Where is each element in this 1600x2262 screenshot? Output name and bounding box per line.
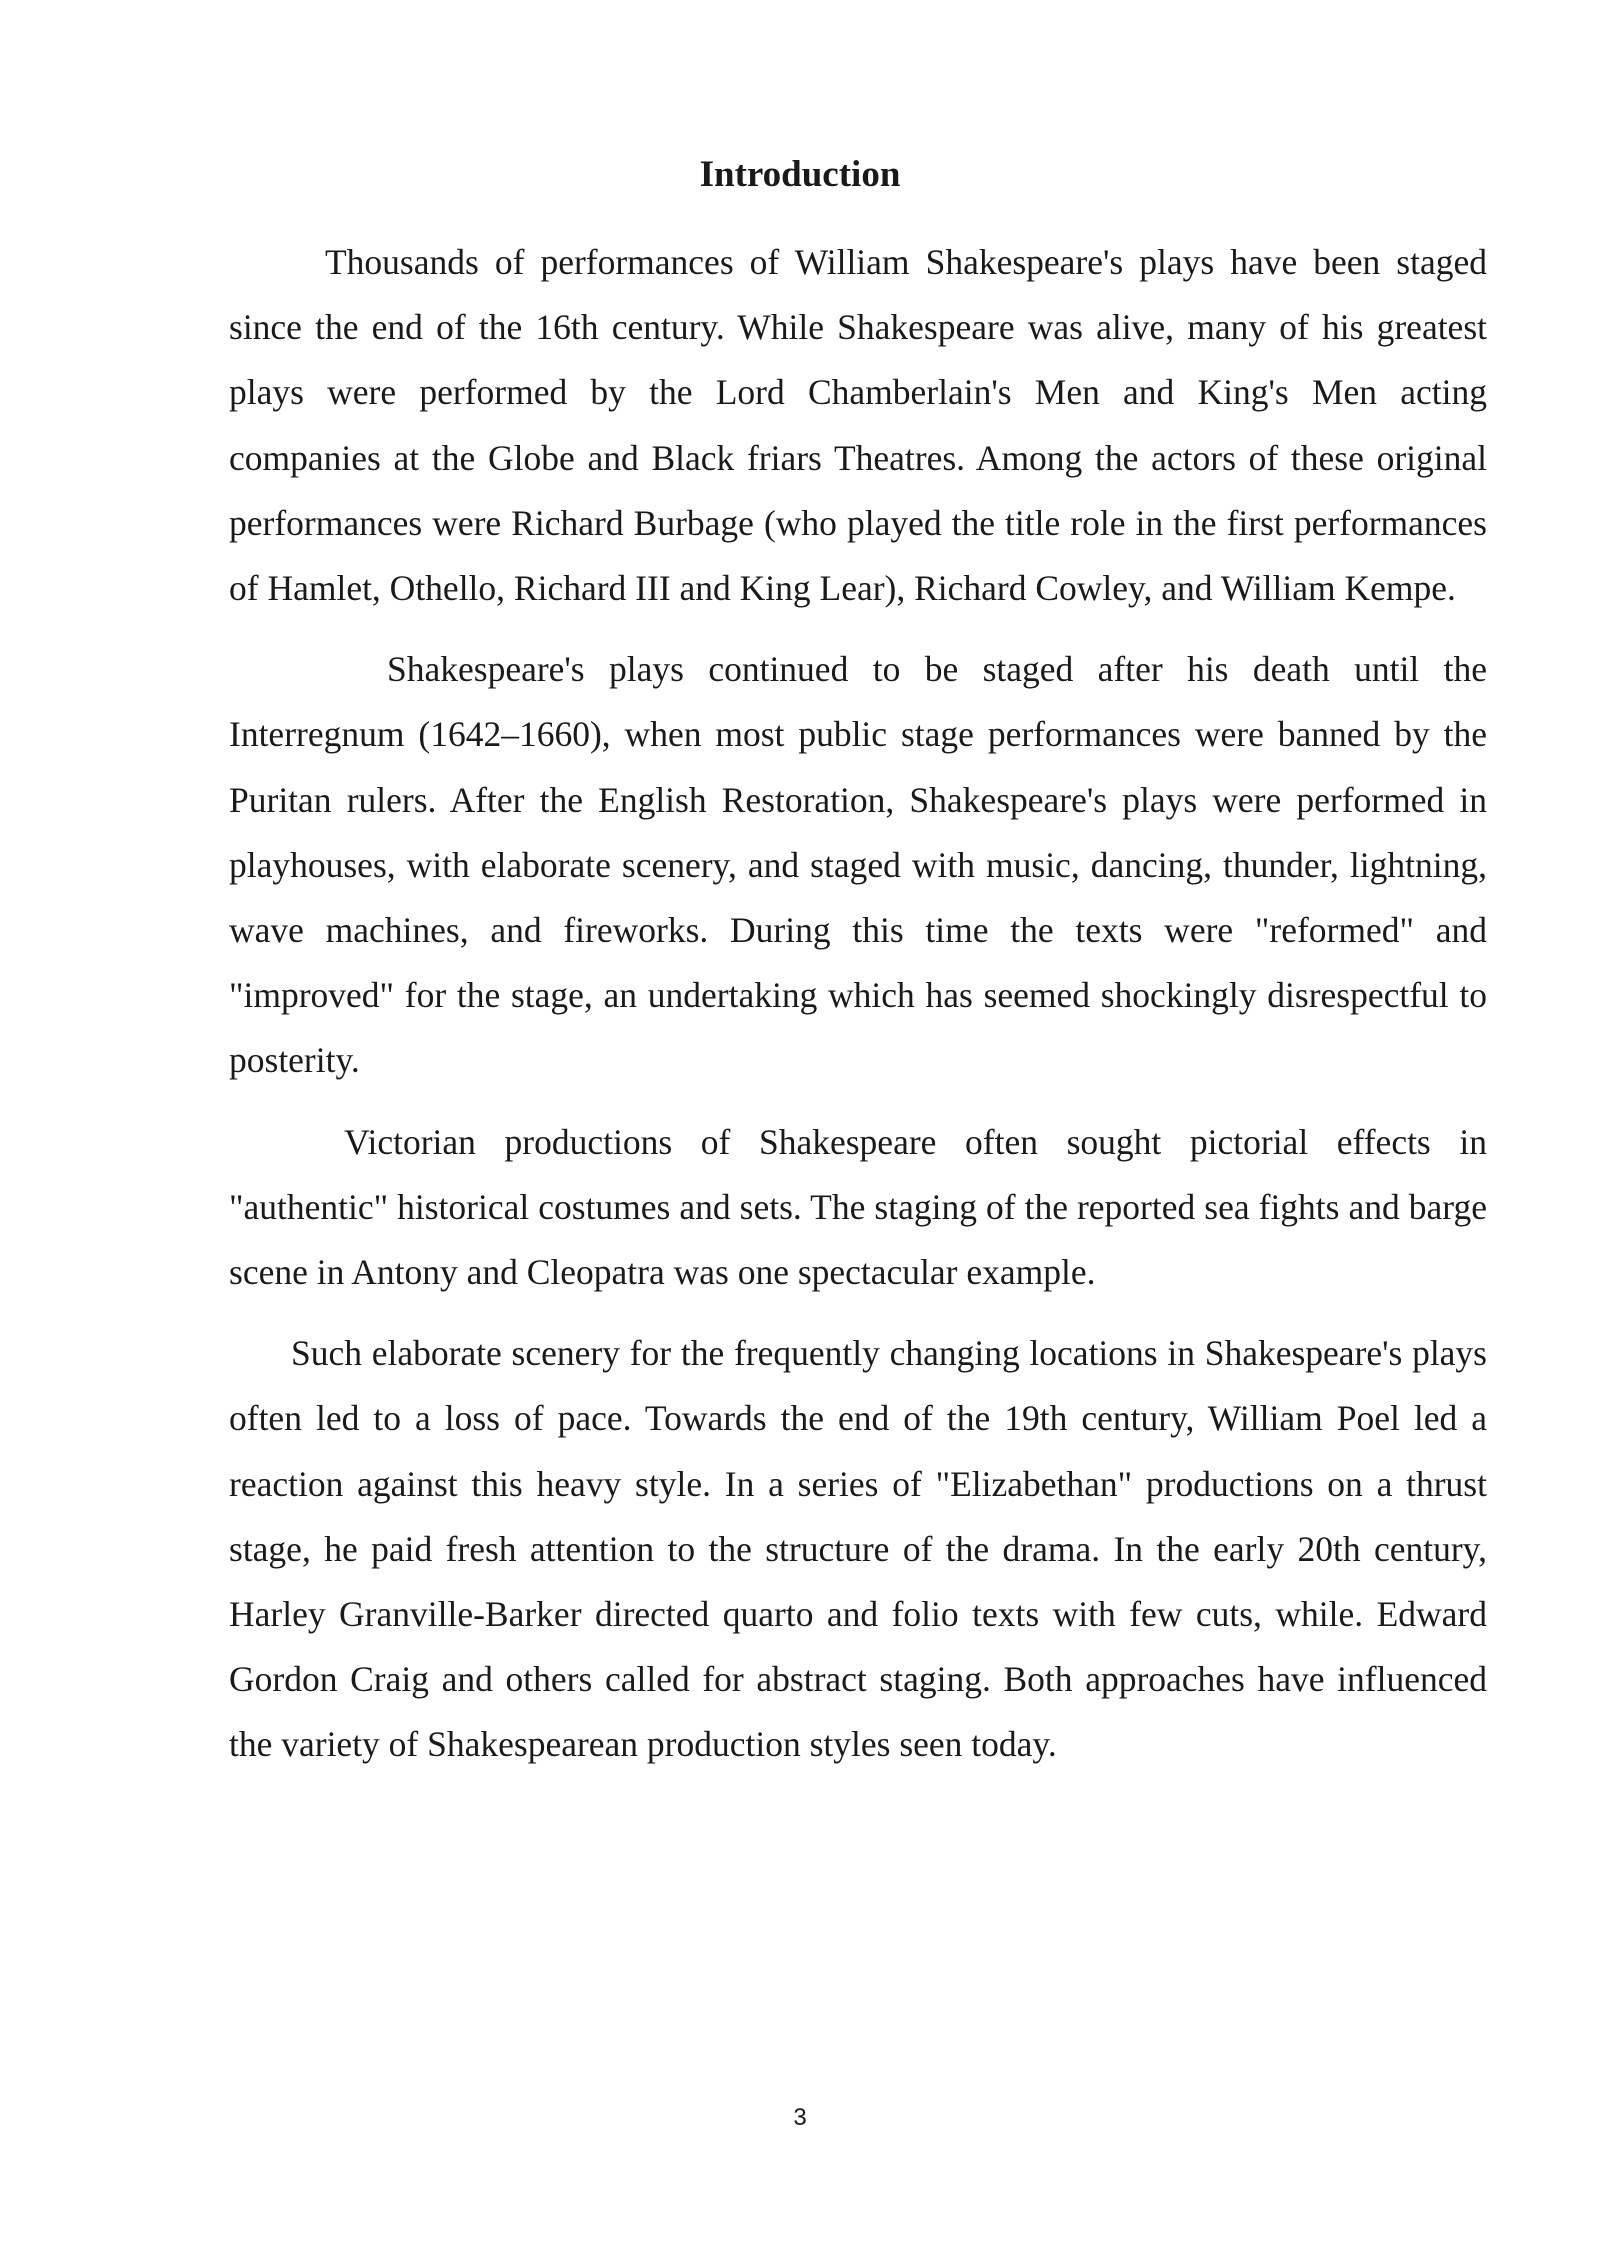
page-title: Introduction	[699, 154, 901, 195]
paragraph-3: Victorian productions of Shakespeare often sought pictorial effects in "authentic" historical costumes and sets. The staging of the reported sea fights and barge scene in Antony and Cleopatra was one spectacular example.	[229, 1121, 1487, 1293]
paragraph-4: Such elaborate scenery for the frequently changing locations in Shakespeare's plays often led to a loss of pace. Towards the end of the 19th century, William Poel led a reaction against this heavy style. In a series of "Elizabethan" productions on a thrust stage, he paid fresh attention to the structure of the drama. In the early 20th century, Harley Granville-Barker directed quarto and folio texts with few cuts, while. Edward Gordon Craig and others called for abstract staging. Both approaches have influenced the variety of Shakespearean production styles seen today.	[229, 1333, 1487, 1765]
page-number: 3	[793, 2104, 807, 2131]
body-text	[229, 230, 1487, 1794]
paragraph-1: Thousands of performances of William Shakespeare's plays have been staged since the end of the 16th century. While Shakespeare was alive, many of his greatest plays were performed by the Lord Chamberlain's Men and King's Men acting companies at the Globe and Black friars Theatres. Among the actors of these original performances were Richard Burbage (who played the title role in the first performances of Hamlet, Othello, Richard III and King Lear), Richard Cowley, and William Kempe.	[229, 242, 1487, 609]
paragraph-2: Shakespeare's plays continued to be staged after his death until the Interregnum (1642–1660), when most public stage performances were banned by the Puritan rulers. After the English Restoration, Shakespeare's plays were performed in playhouses, with elaborate scenery, and staged with music, dancing, thunder, lightning, wave machines, and fireworks. During this time the texts were "reformed" and "improved" for the stage, an undertaking which has seemed shockingly disrespectful to posterity.	[229, 649, 1487, 1081]
